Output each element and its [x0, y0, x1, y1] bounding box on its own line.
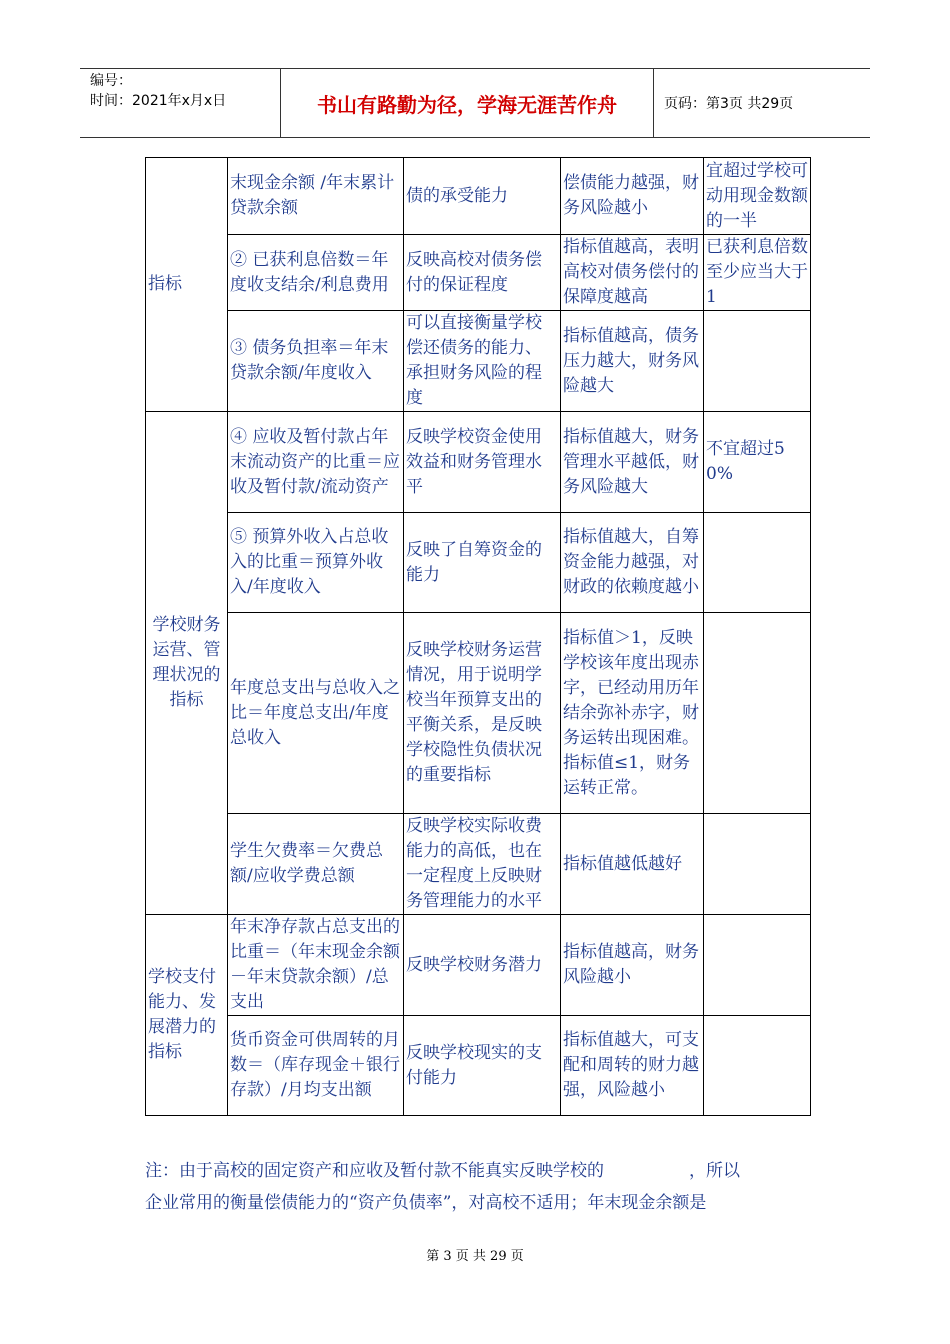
- table-row: [146, 412, 811, 513]
- category-cell: 学校支付能力、发展潜力的指标: [146, 915, 228, 1116]
- table-row: [146, 1016, 811, 1116]
- note-paragraph: [145, 1155, 810, 1219]
- formula-cell: 末现金余额 /年末累计贷款余额: [228, 158, 404, 235]
- standard-cell: [704, 1016, 811, 1116]
- note-text: 注：由于高校的固定资产和应收及暂付款不能真实反映学校的: [145, 1161, 604, 1181]
- formula-cell: ② 已获利息倍数＝年度收支结余/利息费用: [228, 235, 404, 311]
- note-line: 企业常用的衡量偿债能力的“资产负债率”，对高校不适用；年末现金余额是: [145, 1193, 707, 1213]
- category-cell: 学校财务运营、管理状况的指标: [146, 412, 228, 915]
- header-meta: [90, 71, 285, 111]
- judge-cell: 指标值越高，财务风险越小: [561, 915, 704, 1016]
- judge-cell: 指标值越大，自筹资金能力越强，对财政的依赖度越小: [561, 513, 704, 613]
- meaning-cell: 反映学校实际收费能力的高低，也在一定程度上反映财务管理能力的水平: [404, 814, 561, 915]
- judge-cell: 指标值越大，可支配和周转的财力越强，风险越小: [561, 1016, 704, 1116]
- standard-cell: 宜超过学校可动用现金数额的一半: [704, 158, 811, 235]
- formula-cell: ④ 应收及暂付款占年末流动资产的比重＝应收及暂付款/流动资产: [228, 412, 404, 513]
- meaning-cell: 反映学校现实的支付能力: [404, 1016, 561, 1116]
- note-line: [145, 1155, 810, 1187]
- table-row: [146, 915, 811, 1016]
- header-page-info: 页码：第3页 共29页: [664, 96, 794, 112]
- judge-cell: 指标值越低越好: [561, 814, 704, 915]
- judge-cell: 指标值＞1，反映学校该年度出现赤字，已经动用历年结余弥补赤字，财务运转出现困难。指标值≤1，财务运转正常。: [561, 613, 704, 814]
- header-divider: [653, 69, 654, 137]
- judge-cell: 指标值越大，财务管理水平越低，财务风险越大: [561, 412, 704, 513]
- standard-cell: 已获利息倍数至少应当大于1: [704, 235, 811, 311]
- doc-code-label: 编号：: [90, 73, 132, 89]
- standard-cell: [704, 814, 811, 915]
- judge-cell: 偿债能力越强，财务风险越小: [561, 158, 704, 235]
- formula-cell: ③ 债务负担率＝年末贷款余额/年度收入: [228, 311, 404, 412]
- table-row: [146, 814, 811, 915]
- note-text: ，所以: [689, 1161, 740, 1181]
- page-footer: 第 3 页 共 29 页: [426, 1249, 524, 1264]
- table-row: [146, 513, 811, 613]
- judge-cell: 指标值越高，表明高校对债务偿付的保障度越高: [561, 235, 704, 311]
- formula-cell: 学生欠费率＝欠费总额/应收学费总额: [228, 814, 404, 915]
- table-row: [146, 311, 811, 412]
- standard-cell: 不宜超过50%: [704, 412, 811, 513]
- formula-cell: 货币资金可供周转的月数＝（库存现金＋银行存款）/月均支出额: [228, 1016, 404, 1116]
- meaning-cell: 债的承受能力: [404, 158, 561, 235]
- standard-cell: [704, 915, 811, 1016]
- category-cell: 指标: [146, 158, 228, 412]
- meaning-cell: 反映学校资金使用效益和财务管理水平: [404, 412, 561, 513]
- formula-cell: 年度总支出与总收入之比＝年度总支出/年度总收入: [228, 613, 404, 814]
- table-row: [146, 613, 811, 814]
- page-header: [80, 68, 870, 138]
- standard-cell: [704, 613, 811, 814]
- meaning-cell: 反映了自筹资金的能力: [404, 513, 561, 613]
- standard-cell: [704, 311, 811, 412]
- meaning-cell: 反映高校对债务偿付的保证程度: [404, 235, 561, 311]
- formula-cell: 年末净存款占总支出的比重＝（年末现金余额－年末贷款余额）/总支出: [228, 915, 404, 1016]
- header-motto: 书山有路勤为径，学海无涯苦作舟: [317, 92, 617, 117]
- indicator-table: [145, 157, 811, 1116]
- doc-time-label: 时间：2021年x月x日: [90, 93, 227, 109]
- table-row: [146, 235, 811, 311]
- judge-cell: 指标值越高，债务压力越大，财务风险越大: [561, 311, 704, 412]
- meaning-cell: 反映学校财务潜力: [404, 915, 561, 1016]
- formula-cell: ⑤ 预算外收入占总收入的比重＝预算外收入/年度收入: [228, 513, 404, 613]
- table-row: [146, 158, 811, 235]
- standard-cell: [704, 513, 811, 613]
- meaning-cell: 可以直接衡量学校偿还债务的能力、承担财务风险的程度: [404, 311, 561, 412]
- meaning-cell: 反映学校财务运营情况，用于说明学校当年预算支出的平衡关系，是反映学校隐性负债状况的重要指标: [404, 613, 561, 814]
